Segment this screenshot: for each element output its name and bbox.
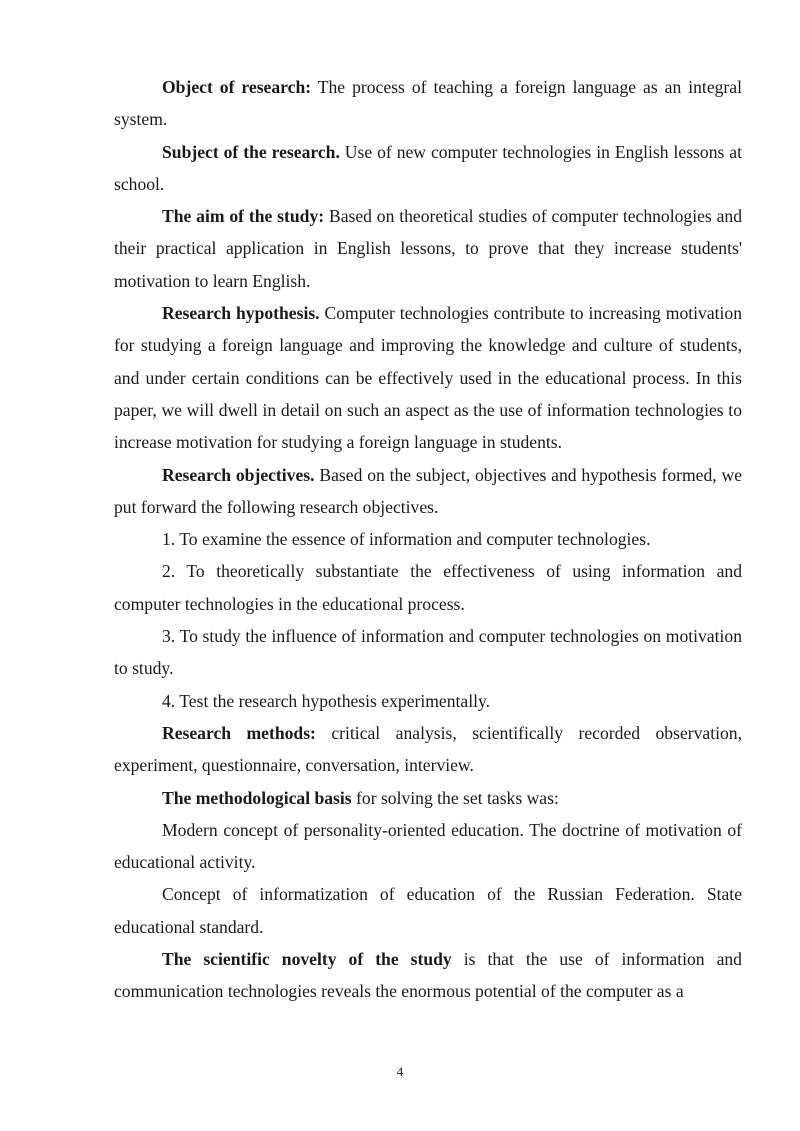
paragraph-text: Modern concept of personality-oriented education. The doctrine of motivation of educational activity. [114,819,742,873]
paragraph-object-of-research [114,71,742,136]
paragraph-lead: Research methods: [162,722,316,743]
paragraph-aim [114,200,742,297]
objective-item-4 [114,685,742,717]
paragraph-subject [114,136,742,201]
paragraph-informatization-concept [114,878,742,943]
paragraph-text: Concept of informatization of education of the Russian Federation. State educational standard. [114,884,742,937]
objective-item-3 [114,620,742,685]
paragraph-text: Based on theoretical studies of computer technologies and their practical application in English lessons, to prove that they increase students' motivation to learn English. [114,206,743,291]
paragraph-objectives [114,459,742,524]
paragraph-lead: The scientific novelty of the study [162,949,452,970]
page-number: 4 [396,1064,404,1079]
paragraph-text: critical analysis, scientifically recorded observation, experiment, questionnaire, conversation, interview. [114,722,742,776]
paragraph-text: 4. Test the research hypothesis experimentally. [162,690,491,711]
paragraph-hypothesis [114,297,742,458]
paragraph-lead: The aim of the study: [162,206,325,227]
paragraph-lead: Subject of the research. [162,141,340,162]
paragraph-lead: Object of research: [162,77,312,97]
paragraph-methods [114,717,742,782]
paragraph-scientific-novelty [114,943,742,1008]
paragraph-text: 1. To examine the essence of information and computer technologies. [162,529,651,550]
objective-item-1 [114,523,742,555]
paragraph-methodological-basis [114,782,742,814]
paragraph-text: Based on the subject, objectives and hypothesis formed, we put forward the following research objectives. [114,464,743,517]
paragraph-lead: Research objectives. [162,464,315,485]
objective-item-2 [114,555,742,620]
paragraph-lead: Research hypothesis. [162,303,320,324]
paragraph-modern-concept [114,814,742,879]
paragraph-text: for solving the set tasks was: [351,787,559,808]
paragraph-lead: The methodological basis [162,787,352,808]
paragraph-text: Computer technologies contribute to increasing motivation for studying a foreign language and improving the knowledge and culture of students, and under certain conditions can be effectively used in the educational process. In this paper, we will dwell in detail on such an aspect as the use of information technologies to increase motivation for studying a foreign language in students. [114,303,742,453]
paragraph-text: 3. To study the influence of information and computer technologies on motivation to study. [114,626,742,679]
paragraph-text: is that the use of information and communication technologies reveals the enormous potential of the computer as a [114,949,742,1002]
page-body [114,71,742,1008]
paragraph-text: Use of new computer technologies in English lessons at school. [114,141,742,194]
paragraph-text: 2. To theoretically substantiate the effectiveness of using information and computer technologies in the educational process. [114,561,742,614]
paragraph-text: The process of teaching a foreign language as an integral system. [114,77,742,130]
